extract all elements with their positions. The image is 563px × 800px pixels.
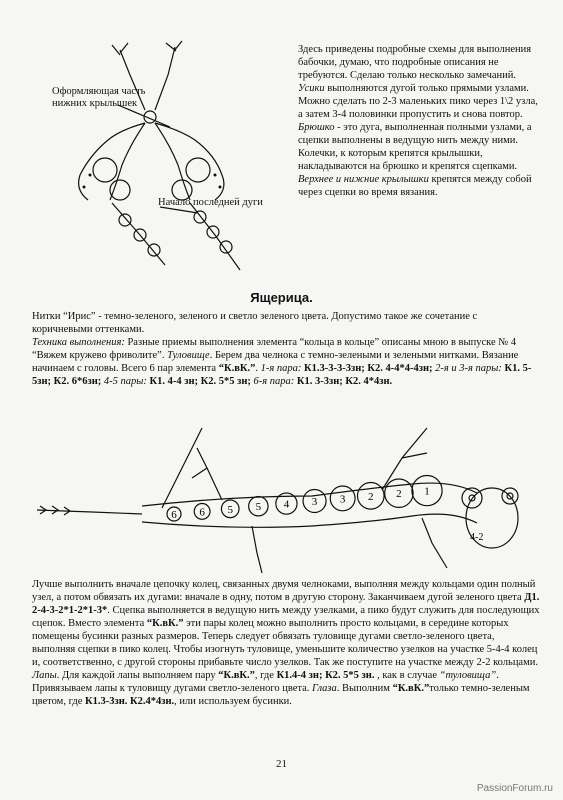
ring-number: 4 [283, 498, 290, 511]
arc-spec: Д1. 2-4-3-2*1-2*1-3* [32, 592, 540, 616]
lizard-instructions [32, 310, 537, 388]
pair23-label: 2-я и 3-я пары: [432, 363, 502, 374]
paws-attach: . Привязываем лапы к туловищу дугами светло-зеленого цвета. [32, 670, 499, 694]
ring-number: 2 [396, 488, 402, 501]
kvk-term: “К.вК.” [146, 618, 184, 629]
pair45-spec: К1. 4-4 зн; К2. 5*5 зн; [146, 376, 251, 387]
wings-text: крепятся между собой через сцепки во время вязания. [298, 174, 532, 198]
paws-case: , как в случае [374, 670, 440, 681]
assembly-text-1: Лучше выполнить вначале цепочку колец, связанных двумя челноками, выполняя между кольцами один полный узел, а потом обвязать их дугами: вначале в одну, потом в другую сторону. Заканчиваем дугой зеленого цвета [32, 579, 536, 603]
kvk-term: “К.вК.” [218, 363, 256, 374]
assembly-text-2: . Сцепка выполняется в ведущую нить между узелками, а пико будут служить для последующих сцепок. Вместо элемента [32, 605, 540, 629]
torso-text: . Берем два челнока с темно-зелеными и зелеными нитками. Вязание начинаем с головы. Всего 6 пар элемента [32, 350, 519, 374]
separator: . [255, 363, 261, 374]
paws-text: . Для каждой лапы выполняем пару [56, 670, 219, 681]
usiki-label: Усики [298, 83, 325, 94]
bryushko-label: Брюшко [298, 122, 335, 133]
butterfly-diagram [50, 35, 280, 285]
usiki-text: выполняются дугой только прямыми узлами. Можно сделать по 2-3 маленьких пико через 1\2 узла, а затем 3-4 половинки пропустить и снова повтор. [298, 83, 538, 120]
pair23-spec: К1. 5-5зн; К2. 6*6зн; [32, 363, 532, 387]
threads-text: Нитки “Ирис” - темно-зеленого, зеленого и светло зеленого цвета. Допустимо такое же сочетание с коричневыми оттенками. [32, 311, 478, 335]
bryushko-text: - это дуга, выполненная полными узлами, а сцепки выполнены в ведущую нить между ними. Колечки, к которым крепятся крылышки, накладываются на брюшко и крепятся сцепками. [298, 122, 532, 172]
kvk-term: “К.вК.” [218, 670, 255, 681]
kvk-term: “К.вК.” [392, 683, 430, 694]
ring-number: 3 [339, 493, 346, 506]
ring-chain [167, 476, 442, 522]
eyes-text: . Выполним [336, 683, 393, 694]
technique-text: Разные приемы выполнения элемента “кольца в кольце” описаны мною в выпуске № 4 “Вяжем кружево фриволите”. [32, 337, 517, 361]
page-number: 21 [276, 758, 287, 770]
pair6-label: 6-я пара: [250, 376, 295, 387]
pair6-spec: К1. 3-3зн; К2. 4*4зн. [294, 376, 393, 387]
section-title: Ящерица. [250, 290, 313, 305]
assembly-text-3: эти пары колец можно выполнить просто кольцами, в середине которых помещены бусинки разных размеров. Теперь следует обвязать туловище дугами светло-зеленого цвета, выполняя сцепки в пико колец. Чтобы изогнуть туловище, уменьшите количество узелков на участке 5-4-4 колец и, соответственно, с другой стороны прибавьте число узелков. Так же поступите на участке между 2-2 кольцами. [32, 618, 538, 668]
eyes-label: Глаза [312, 683, 337, 694]
torso-label: Туловище [167, 350, 210, 361]
intro-text: Здесь приведены подробные схемы для выполнения бабочки, думаю, что подробные описания не требуются. Сделаю только несколько замечаний. [298, 44, 532, 81]
lizard-diagram [32, 418, 537, 578]
eyes-end: , или используем бусинки. [174, 696, 292, 707]
butterfly-callout-lower-wings: Оформляющая часть нижних крылышек [52, 86, 146, 109]
eyes-where: только темно-зеленым цветом, где [32, 683, 530, 707]
pair45-label: 4-5 пары: [101, 376, 147, 387]
pair1-spec: К1.3-3-3-3зн; К2. 4-4*4-4зн; [301, 363, 433, 374]
head-label: 4-2 [470, 532, 484, 543]
ring-number: 5 [227, 503, 233, 516]
ring-number: 1 [424, 485, 430, 498]
ring-number: 6 [199, 506, 205, 519]
paws-where: , где [254, 670, 277, 681]
paw-spec: К1.4-4 зн; К2. 5*5 зн. [276, 670, 375, 681]
eyes-spec: К1.3-3зн. К2.4*4зн. [84, 696, 175, 707]
paws-label: Лапы [32, 670, 57, 681]
ring-number: 3 [311, 496, 318, 508]
ring-number: 5 [255, 501, 262, 514]
watermark: PassionForum.ru [476, 783, 553, 794]
lizard-assembly-text [32, 578, 540, 708]
torso-ref: “туловища” [439, 670, 497, 681]
pair1-label: 1-я пара: [260, 363, 302, 374]
wings-label: Верхнее и нижние крылышки [298, 174, 429, 185]
ring-number: 2 [368, 490, 374, 503]
technique-label: Техника выполнения: [32, 337, 125, 348]
butterfly-notes [298, 43, 538, 199]
ring-number: 6 [171, 509, 177, 521]
butterfly-callout-last-arc: Начало последней дуги [158, 197, 263, 208]
